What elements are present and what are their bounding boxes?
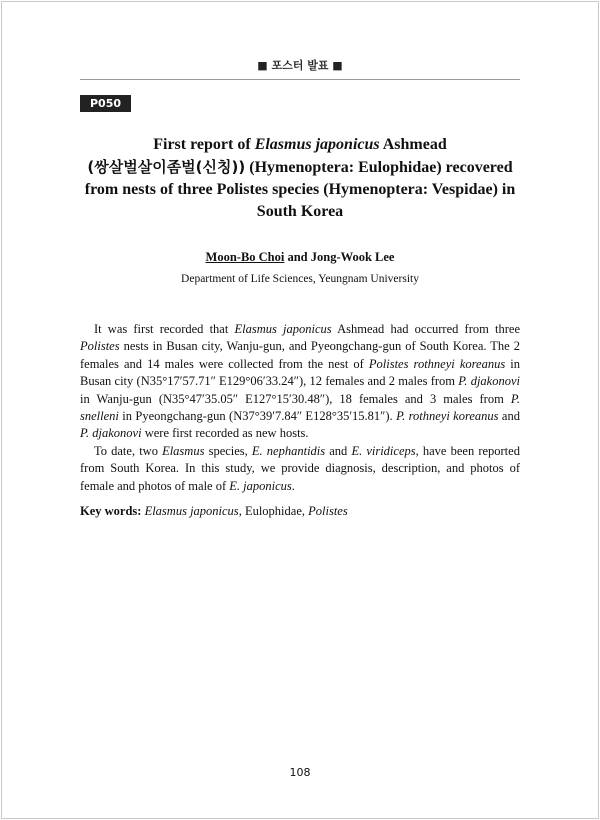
- italic-term: E. japonicus: [229, 478, 292, 493]
- italic-term: P. djakonovi: [458, 374, 520, 389]
- text-run: and: [325, 443, 352, 458]
- text-run: .: [291, 478, 295, 493]
- text-run: To date, two: [94, 443, 163, 458]
- author-list: [80, 250, 520, 265]
- italic-term: E. viridiceps: [351, 443, 416, 458]
- text-run: , Eulophidae,: [238, 504, 309, 518]
- presenting-author: Moon-Bo Choi: [205, 250, 285, 264]
- italic-term: Elasmus japonicus: [234, 322, 332, 336]
- title-part-3: (Hymenoptera: Eulophidae) recovered from nests of three Polistes species (Hymenoptera: Vespidae) in South Korea: [84, 159, 516, 220]
- keywords: [80, 504, 520, 519]
- abstract-paragraph-1: [80, 321, 520, 443]
- page-number: 108: [289, 766, 311, 779]
- italic-term: E. nephantidis: [251, 443, 326, 458]
- italic-term: P. rothneyi koreanus: [396, 409, 499, 424]
- text-run: It was first recorded that: [94, 322, 235, 336]
- title-part-1: First report of: [153, 136, 255, 153]
- paper-code-badge: P050: [80, 95, 131, 112]
- italic-term: P. djakonovi: [80, 426, 142, 441]
- running-header: ■ 포스터 발표 ■: [257, 59, 343, 72]
- italic-term: Polistes rothneyi koreanus: [368, 356, 506, 371]
- title-korean-name: (쌍살벌살이좀벌(신칭)): [87, 158, 246, 176]
- text-run: in Wanju-gun (N35°47′35.05″ E127°15′30.48″), 18 females and 3 males from: [80, 391, 511, 406]
- text-run: , have been reported from South Korea. In this study, we provide diagnosis, description, and photos of female and photos of male of: [80, 443, 520, 493]
- text-run: were first recorded as new hosts.: [141, 426, 309, 441]
- text-run: Ashmead had occurred from three: [331, 322, 520, 336]
- text-run: in Pyeongchang-gun (N37°39′7.84″ E128°35′15.81″).: [118, 409, 397, 424]
- co-author: Jong-Wook Lee: [310, 250, 395, 264]
- text-run: species,: [204, 443, 252, 458]
- abstract-paragraph-2: [80, 443, 520, 495]
- keywords-list: [141, 504, 347, 518]
- text-run: and: [498, 409, 520, 424]
- italic-term: Elasmus: [162, 443, 205, 458]
- paper-title: [70, 134, 530, 223]
- text-run: in Busan city (N35°17′57.71″ E129°06′33.24″), 12 females and 2 males from: [80, 356, 520, 389]
- italic-term: Polistes: [80, 339, 120, 354]
- italic-term: Polistes: [308, 504, 348, 518]
- author-connector: and: [284, 250, 311, 264]
- title-part-2: Ashmead: [379, 136, 447, 153]
- italic-term: P. snelleni: [80, 391, 520, 424]
- abstract: [80, 321, 520, 495]
- text-run: nests in Busan city, Wanju-gun, and Pyeongchang-gun of South Korea. The 2 females and 14 males were collected from the nest of: [80, 339, 520, 371]
- title-species: Elasmus japonicus: [254, 136, 380, 153]
- affiliation: Department of Life Sciences, Yeungnam University: [181, 273, 419, 285]
- header-rule: [80, 79, 520, 80]
- italic-term: Elasmus japonicus: [144, 504, 239, 518]
- keywords-label: Key words:: [80, 504, 142, 518]
